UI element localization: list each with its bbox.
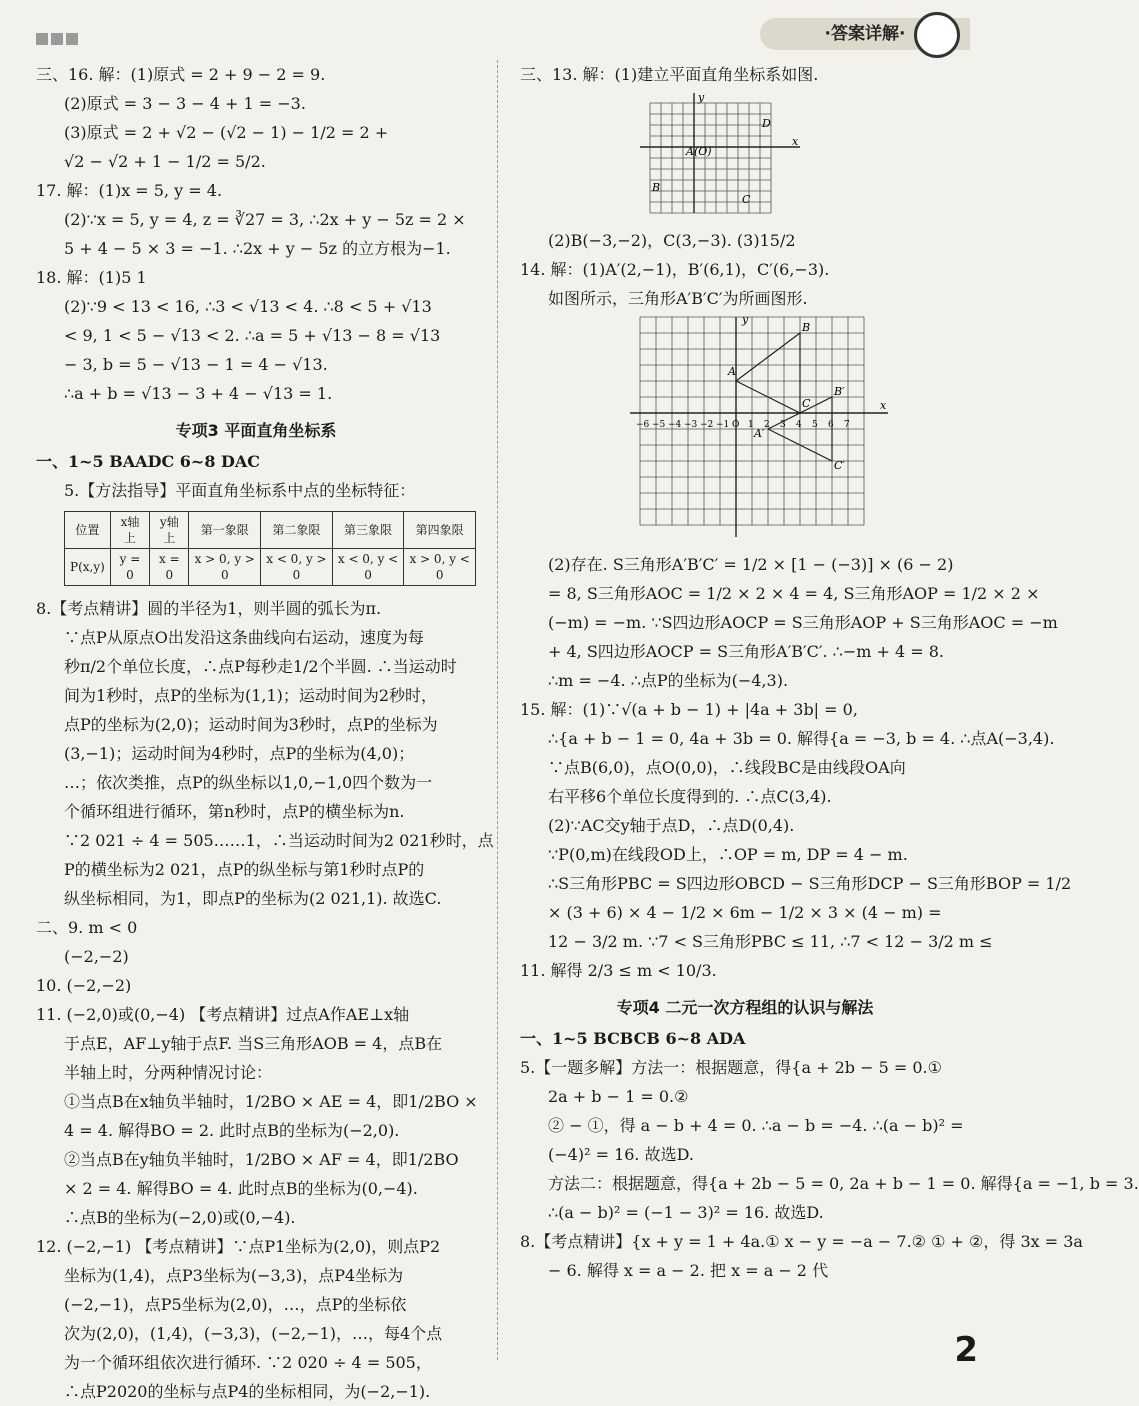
- text-line: = 8, S三角形AOC = 1/2 × 2 × 4 = 4, S三角形AOP = 1/2 × 2 ×: [548, 584, 1040, 603]
- grid-label: A(O): [686, 145, 712, 158]
- text-line: ∴m = −4. ∴点P的坐标为(−4,3).: [548, 671, 789, 690]
- text-line: P的横坐标为2 021，点P的纵坐标与第1秒时点P的: [64, 860, 425, 879]
- tick-label: −4: [668, 420, 682, 430]
- table-header-cell: 第三象限: [332, 512, 404, 549]
- text-line: < 9, 1 < 5 − √13 < 2. ∴a = 5 + √13 − 8 = √13: [64, 326, 441, 345]
- text-line: 5 + 4 − 5 × 3 = −1. ∴2x + y − 5z 的立方根为−1.: [64, 239, 451, 258]
- grid-label: A′: [754, 427, 765, 440]
- text-line: 间为1秒时，点P的坐标为(1,1)；运动时间为2秒时，: [64, 686, 438, 705]
- grid-label: C: [802, 397, 811, 410]
- grid-label: y: [742, 313, 749, 326]
- tick-label: 2: [764, 420, 770, 430]
- text-line: ② − ①，得 a − b + 4 = 0. ∴a − b = −4. ∴(a − b)² =: [548, 1116, 964, 1135]
- grid-label: x: [792, 135, 799, 148]
- table-cell: y = 0: [110, 549, 149, 586]
- table-cell: x > 0, y < 0: [404, 549, 476, 586]
- tick-label: 1: [748, 420, 754, 430]
- text-line: 18. 解：(1)5 1: [36, 268, 147, 287]
- text-line: × 2 = 4. 解得BO = 4. 此时点B的坐标为(0,−4).: [64, 1179, 418, 1198]
- quadrant-table: [64, 511, 476, 586]
- text-line: 8.【考点精讲】圆的半径为1，则半圆的弧长为π.: [36, 599, 382, 618]
- left-column: [36, 60, 494, 1406]
- text-line: 15. 解：(1)∵√(a + b − 1) + |4a + 3b| = 0,: [520, 700, 858, 719]
- text-line: √2 − √2 + 1 − 1/2 = 5/2.: [64, 152, 266, 171]
- text-line: ∴S三角形PBC = S四边形OBCD − S三角形DCP − S三角形BOP = 1/2: [548, 874, 1072, 893]
- decor-squares: [36, 30, 81, 49]
- right-column: [520, 60, 1139, 1285]
- grid-label: B: [802, 321, 811, 334]
- text-line: 个循环组进行循环，第n秒时，点P的横坐标为n.: [64, 802, 405, 821]
- text-line: 右平移6个单位长度得到的. ∴点C(3,4).: [548, 787, 832, 806]
- text-line: ∴{a + b − 1 = 0, 4a + 3b = 0. 解得{a = −3, b = 4. ∴点A(−3,4).: [548, 729, 1055, 748]
- table-header-cell: x轴上: [110, 512, 149, 549]
- tick-label: 4: [796, 420, 802, 430]
- table-cell: x < 0, y < 0: [332, 549, 404, 586]
- text-line: ∵点P从原点O出发沿这条曲线向右运动，速度为每: [64, 628, 424, 647]
- text-line: 11. (−2,0)或(0,−4) 【考点精讲】过点A作AE⊥x轴: [36, 1005, 410, 1024]
- table-cell: x < 0, y > 0: [261, 549, 333, 586]
- table-header-cell: 第二象限: [261, 512, 333, 549]
- text-line: + 4, S四边形AOCP = S三角形A′B′C′. ∴−m + 4 = 8.: [548, 642, 945, 661]
- text-line: (2)∵x = 5, y = 4, z = ∛27 = 3, ∴2x + y − 5z = 2 ×: [64, 210, 466, 229]
- table-header-cell: 第四象限: [404, 512, 476, 549]
- tick-label: 3: [780, 420, 786, 430]
- text-line: 2a + b − 1 = 0.②: [548, 1087, 689, 1106]
- q13b-text: (2)B(−3,−2)，C(3,−3). (3)15/2: [548, 231, 796, 250]
- text-line: ∴(a − b)² = (−1 − 3)² = 16. 故选D.: [548, 1203, 824, 1222]
- choice-answers-3: 一、1~5 BAADC 6~8 DAC: [36, 452, 261, 471]
- text-line: 5.【一题多解】方法一：根据题意，得{a + 2b − 5 = 0.①: [520, 1058, 942, 1077]
- grid-label: y: [698, 91, 705, 104]
- text-line: (−m) = −m. ∵S四边形AOCP = S三角形AOP + S三角形AOC = −m: [548, 613, 1058, 632]
- text-line: 为一个循环组依次进行循环. ∵2 020 ÷ 4 = 505，: [64, 1353, 432, 1372]
- text-line: ∴点B的坐标为(−2,0)或(0,−4).: [64, 1208, 296, 1227]
- text-line: 点P的坐标为(2,0)；运动时间为3秒时，点P的坐标为: [64, 715, 438, 734]
- choice-answers-4: 一、1~5 BCBCB 6~8 ADA: [520, 1029, 746, 1048]
- text-line: …；依次类推，点P的纵坐标以1,0,−1,0四个数为一: [64, 773, 433, 792]
- column-divider: [497, 60, 498, 1360]
- tick-label: 5: [812, 420, 818, 430]
- tick-label: −5: [652, 420, 666, 430]
- text-line: ∴a + b = √13 − 3 + 4 − √13 = 1.: [64, 384, 333, 403]
- logo-icon: [914, 12, 960, 58]
- text-line: 4 = 4. 解得BO = 2. 此时点B的坐标为(−2,0).: [64, 1121, 400, 1140]
- coordinate-grid-2: [630, 313, 890, 537]
- text-line: 半轴上时，分两种情况讨论：: [64, 1063, 273, 1082]
- text-line: (3,−1)；运动时间为4秒时，点P的坐标为(4,0)；: [64, 744, 415, 763]
- text-line: 17. 解：(1)x = 5, y = 4.: [36, 181, 223, 200]
- section-title-4: 专项4 二元一次方程组的认识与解法: [616, 998, 874, 1017]
- coordinate-grid-1: [640, 93, 800, 213]
- text-line: ∵点B(6,0)，点O(0,0)，∴线段BC是由线段OA向: [548, 758, 906, 777]
- tick-label: −6: [636, 420, 650, 430]
- grid-label: B′: [834, 385, 845, 398]
- grid-label: C′: [834, 459, 845, 472]
- header-title: ·答案详解·: [760, 18, 970, 50]
- table-cell: P(x,y): [65, 549, 111, 586]
- text-line: (2)∵9 < 13 < 16, ∴3 < √13 < 4. ∴8 < 5 + √13: [64, 297, 432, 316]
- text-line: 8.【考点精讲】{x + y = 1 + 4a.① x − y = −a − 7.② ① + ②，得 3x = 3a: [520, 1232, 1083, 1251]
- tick-label: −2: [700, 420, 714, 430]
- text-line: 于点E，AF⊥y轴于点F. 当S三角形AOB = 4，点B在: [64, 1034, 443, 1053]
- text-line: 12. (−2,−1) 【考点精讲】∵点P1坐标为(2,0)，则点P2: [36, 1237, 441, 1256]
- tick-label: −3: [684, 420, 698, 430]
- text-line: (3)原式 = 2 + √2 − (√2 − 1) − 1/2 = 2 +: [64, 123, 389, 142]
- text-line: 二、9. m < 0: [36, 918, 138, 937]
- text-line: (−2,−2): [64, 947, 129, 966]
- table-header-cell: 位置: [65, 512, 111, 549]
- right-block-2: [520, 1053, 1139, 1285]
- text-line: 12 − 3/2 m. ∵7 < S三角形PBC ≤ 11, ∴7 < 12 − 3/2 m ≤: [548, 932, 993, 951]
- text-line: (−4)² = 16. 故选D.: [548, 1145, 694, 1164]
- table-cell: x = 0: [150, 549, 189, 586]
- text-line: ∵P(0,m)在线段OD上，∴OP = m, DP = 4 − m.: [548, 845, 908, 864]
- tick-label: −1: [716, 420, 730, 430]
- grid-label: B: [652, 181, 661, 194]
- text-line: 纵坐标相同，为1，即点P的坐标为(2 021,1). 故选C.: [64, 889, 442, 908]
- table-header-cell: 第一象限: [189, 512, 261, 549]
- text-line: ①当点B在x轴负半轴时，1/2BO × AE = 4，即1/2BO ×: [64, 1092, 478, 1111]
- text-line: 秒π/2个单位长度，∴点P每秒走1/2个半圆. ∴当运动时: [64, 657, 457, 676]
- text-line: 11. 解得 2/3 ≤ m < 10/3.: [520, 961, 717, 980]
- page-number: 2: [954, 1330, 978, 1370]
- grid-label: C: [742, 193, 751, 206]
- text-line: ②当点B在y轴负半轴时，1/2BO × AF = 4，即1/2BO: [64, 1150, 459, 1169]
- text-line: 次为(2,0)，(1,4)，(−3,3)，(−2,−1)，…，每4个点: [64, 1324, 443, 1343]
- text-line: (2)存在. S三角形A′B′C′ = 1/2 × [1 − (−3)] × (6 − 2): [548, 555, 954, 574]
- tick-label: 7: [844, 420, 850, 430]
- tick-label: O: [732, 420, 740, 430]
- right-block-1: [520, 550, 1072, 985]
- text-line: × (3 + 6) × 4 − 1/2 × 6m − 1/2 × 3 × (4 − m) =: [548, 903, 942, 922]
- grid-label: x: [880, 399, 887, 412]
- q14a-text: 14. 解：(1)A′(2,−1)，B′(6,1)，C′(6,−3).: [520, 260, 830, 279]
- text-line: − 6. 解得 x = a − 2. 把 x = a − 2 代: [548, 1261, 829, 1280]
- page-header: [0, 0, 1000, 56]
- text-line: 方法二：根据题意，得{a + 2b − 5 = 0, 2a + b − 1 = 0. 解得{a = −1, b = 3.: [548, 1174, 1139, 1193]
- text-line: ∴点P2020的坐标与点P4的坐标相同，为(−2,−1).: [64, 1382, 431, 1401]
- q13-text: 三、13. 解：(1)建立平面直角坐标系如图.: [520, 65, 819, 84]
- grid-label: D: [762, 117, 771, 130]
- left-block-2: [36, 594, 494, 1406]
- q14b-text: 如图所示，三角形A′B′C′为所画图形.: [548, 289, 808, 308]
- text-line: 10. (−2,−2): [36, 976, 132, 995]
- tick-label: 6: [828, 420, 834, 430]
- grid-label: A: [728, 365, 736, 378]
- text-line: (2)原式 = 3 − 3 − 4 + 1 = −3.: [64, 94, 306, 113]
- text-line: (−2,−1)，点P5坐标为(2,0)，…，点P的坐标依: [64, 1295, 407, 1314]
- left-block-1: [36, 60, 476, 408]
- text-line: (2)∵AC交y轴于点D，∴点D(0,4).: [548, 816, 795, 835]
- text-line: ∵2 021 ÷ 4 = 505……1，∴当运动时间为2 021秒时，点: [64, 831, 494, 850]
- q5-text: 5.【方法指导】平面直角坐标系中点的坐标特征：: [64, 481, 416, 500]
- text-line: 三、16. 解：(1)原式 = 2 + 9 − 2 = 9.: [36, 65, 326, 84]
- table-header-cell: y轴上: [150, 512, 189, 549]
- text-line: − 3, b = 5 − √13 − 1 = 4 − √13.: [64, 355, 328, 374]
- table-cell: x > 0, y > 0: [189, 549, 261, 586]
- text-line: 坐标为(1,4)，点P3坐标为(−3,3)，点P4坐标为: [64, 1266, 404, 1285]
- section-title-3: 专项3 平面直角坐标系: [175, 421, 337, 440]
